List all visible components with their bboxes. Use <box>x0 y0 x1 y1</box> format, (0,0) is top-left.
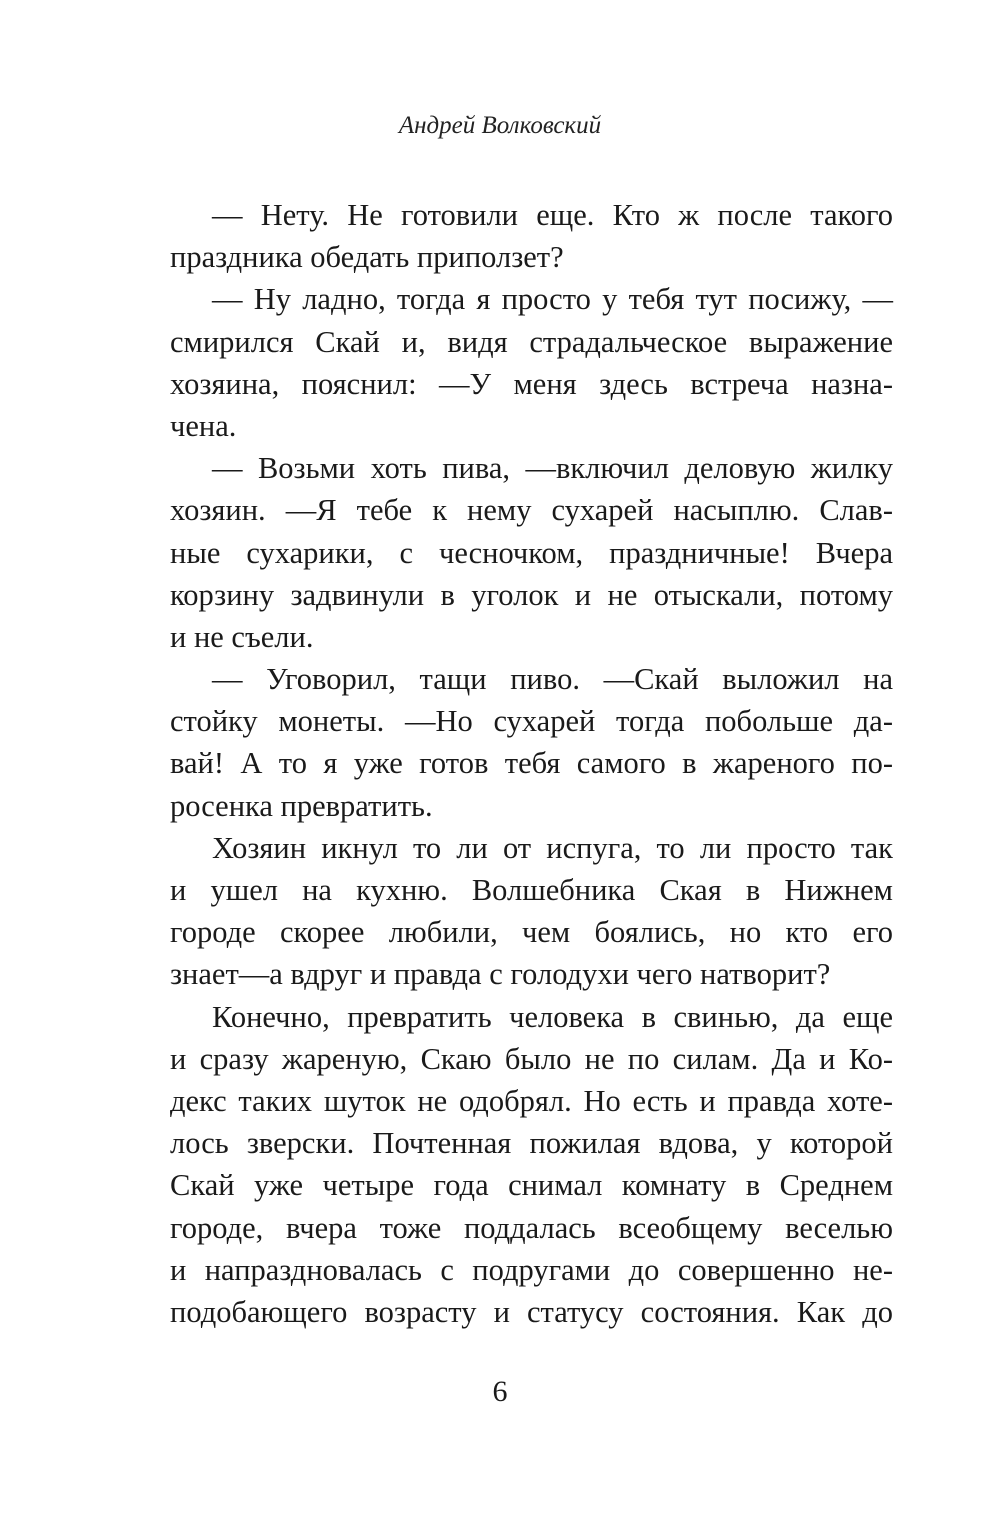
text-line: вай! А то я уже готов тебя самого в жареного по- <box>170 746 893 781</box>
text-line: Конечно, превратить человека в свинью, да еще <box>212 999 893 1034</box>
text-line: городе, вчера тоже поддалась всеобщему веселью <box>170 1210 893 1245</box>
text-line: росенка превратить. <box>170 788 433 823</box>
text-line: знает—а вдруг и правда с голодухи чего натворит? <box>170 957 831 992</box>
text-line: Скай уже четыре года снимал комнату в Среднем <box>170 1168 893 1203</box>
text-line: хозяин. —Я тебе к нему сухарей насыплю. Слав- <box>170 493 893 528</box>
text-line: и не съели. <box>170 619 314 654</box>
text-line: смирился Скай и, видя страдальческое выражение <box>170 324 893 359</box>
text-line: праздника обедать приползет? <box>170 240 564 275</box>
text-line: городе скорее любили, чем боялись, но кто его <box>170 915 893 950</box>
text-line: корзину задвинули в уголок и не отыскали, потому <box>170 577 893 612</box>
text-line: и ушел на кухню. Волшебника Ская в Нижнем <box>170 873 893 907</box>
text-line: хозяина, пояснил: —У меня здесь встреча назна- <box>170 366 893 401</box>
text-line: ные сухарики, с чесночком, праздничные! Вчера <box>170 535 893 570</box>
text-line: лось зверски. Почтенная пожилая вдова, у которой <box>170 1126 893 1161</box>
text-line: стойку монеты. —Но сухарей тогда побольше да- <box>170 704 893 739</box>
body-text <box>170 194 893 1333</box>
text-line: — Нету. Не готовили еще. Кто ж после такого <box>212 198 893 232</box>
text-line: и сразу жареную, Скаю было не по силам. Да и Ко- <box>170 1041 893 1076</box>
text-line: — Уговорил, тащи пиво. —Скай выложил на <box>212 662 893 697</box>
text-line: декс таких шуток не одобрял. Но есть и правда хоте- <box>170 1083 893 1118</box>
text-line: чена. <box>170 408 237 443</box>
text-line: Хозяин икнул то ли от испуга, то ли просто так <box>212 830 893 865</box>
text-line: — Ну ладно, тогда я просто у тебя тут посижу, — <box>212 282 893 317</box>
text-line: подобающего возрасту и статусу состояния. Как до <box>170 1294 893 1329</box>
running-header: Андрей Волковский <box>398 112 602 139</box>
page-number: 6 <box>492 1375 508 1408</box>
text-line: и напраздновалась с подругами до совершенно не- <box>170 1252 893 1287</box>
text-line: — Возьми хоть пива, —включил деловую жилку <box>212 451 893 486</box>
